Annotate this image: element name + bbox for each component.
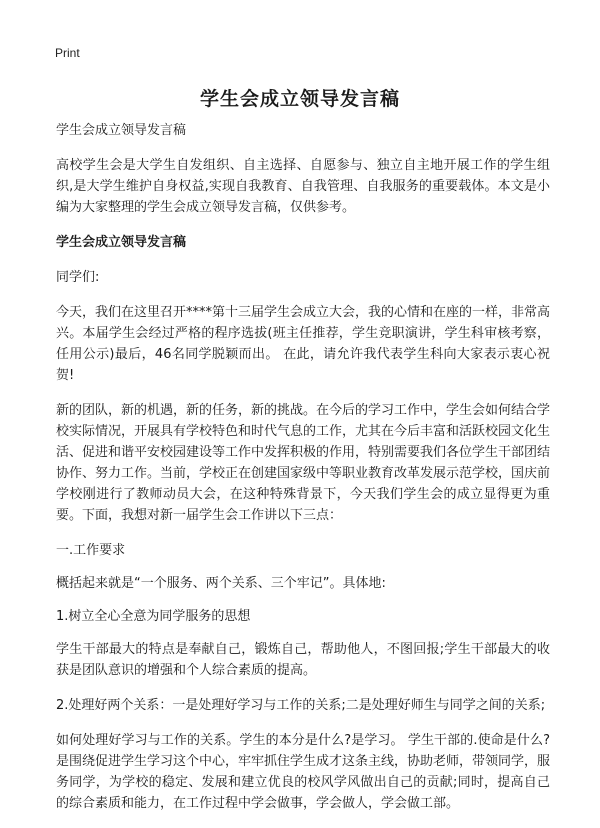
section-one-heading: 一.工作要求 <box>56 543 126 558</box>
body-paragraph: 新的团队，新的机遇，新的任务，新的挑战。在今后的学习工作中，学生会如何结合学校实际情况，开展具有学校特色和时代气息的工作，尤其在今后丰富和活跃校园文化生活、促进和谐平安校园建设等工作中发挥积极的作用，特别需要我们各位学生干部团结协作、努力工作。当前，学校正在创建国家级中等职业教育改革发展示范学校，国庆前学校刚进行了教师动员大会，在这种特殊背景下，今天我们学生会的成立显得更为重要。下面，我想对新一届学生会工作讲以下三点： <box>56 403 551 523</box>
point-two-title: 2.处理好两个关系：一是处理好学习与工作的关系;二是处理好师生与同学之间的关系; <box>56 698 546 713</box>
point-one-body: 学生干部最大的特点是奉献自己，锻炼自己，帮助他人，不图回报;学生干部最大的收获是团队意识的增强和个人综合素质的提高。 <box>56 642 550 678</box>
document-body <box>56 120 550 828</box>
print-link[interactable]: Print <box>55 46 80 60</box>
section-heading: 学生会成立领导发言稿 <box>56 235 187 250</box>
greeting: 同学们: <box>56 270 100 285</box>
point-two-body: 如何处理好学习与工作的关系。学生的本分是什么?是学习。 学生干部的.使命是什么?是围绕促进学生学习这个中心，牢牢抓住学生成才这条主线，协助老师，带领同学，服务同学，为学校的稳定、发展和建立优良的校风学风做出自己的贡献;同时，提高自己的综合素质和能力，在工作过程中学会做事，学会做人，学会做工部。 <box>56 733 551 811</box>
document-subtitle: 学生会成立领导发言稿 <box>56 123 187 138</box>
summary-line: 概括起来就是“一个服务、两个关系、三个牢记”。具体地: <box>56 576 386 591</box>
body-paragraph: 今天，我们在这里召开****第十三届学生会成立大会，我的心情和在座的一样，非常高兴。本届学生会经过严格的程序选拔(班主任推荐，学生竞职演讲，学生科审核考察，任用公示)最后，46名同学脱颖而出。 在此，请允许我代表学生科向大家表示衷心祝贺! <box>56 305 551 383</box>
document-title: 学生会成立领导发言稿 <box>199 88 400 110</box>
intro-paragraph: 高校学生会是大学生自发组织、自主选择、自愿参与、独立自主地开展工作的学生组织,是大学生维护自身权益,实现自我教育、自我管理、自我服务的重要载体。本文是小编为大家整理的学生会成立领导发言稿，仅供参考。 <box>56 158 550 215</box>
point-one-title: 1.树立全心全意为同学服务的思想 <box>56 609 251 624</box>
